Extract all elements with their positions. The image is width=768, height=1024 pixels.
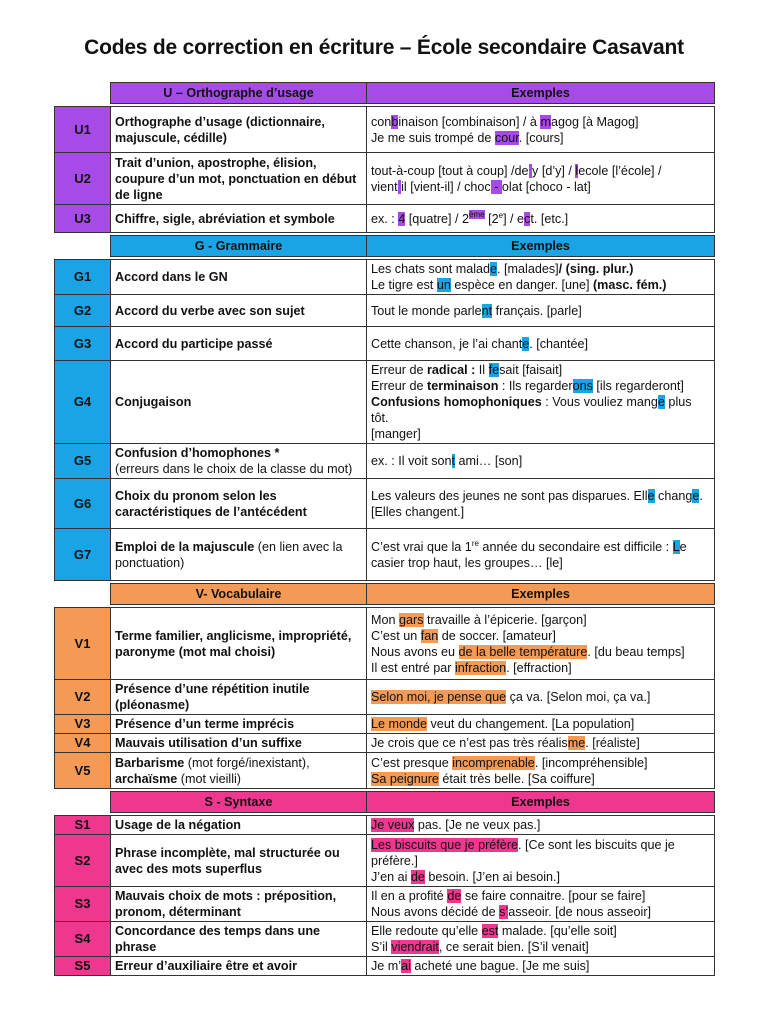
example-line: [371, 378, 711, 394]
error-highlight: fe: [488, 363, 500, 377]
code-row-g3: [55, 327, 715, 361]
example-text: : Ils regarder: [498, 379, 573, 393]
example-text: . [réaliste]: [585, 736, 640, 750]
description-text: Conjugaison: [115, 395, 192, 409]
code-cell: G5: [55, 444, 111, 479]
example-text: ami… [son]: [455, 454, 523, 468]
example-text: était très belle. [Sa coiffure]: [438, 771, 595, 786]
example-text: Nous avons décidé de: [371, 905, 500, 919]
examples-header: Exemples: [367, 236, 715, 257]
example-text: C’est un: [371, 628, 421, 643]
example-text: C’est presque: [371, 755, 453, 770]
example-text: Confusions homophoniques: [371, 395, 542, 409]
example-text: [manger]: [371, 427, 421, 441]
examples-cell: [367, 529, 715, 581]
example-line: [371, 660, 711, 676]
example-line: [371, 853, 711, 869]
example-line: [371, 904, 711, 920]
section-header-s: [55, 792, 715, 813]
error-highlight: un: [436, 278, 451, 292]
example-line: [371, 923, 711, 939]
description-text: Chiffre, sigle, abréviation et symbole: [115, 211, 335, 226]
code-row-g1: [55, 260, 715, 295]
description-cell: [111, 835, 367, 887]
error-highlight: ème: [469, 210, 485, 220]
description-text: (erreurs dans le choix de la classe du mot): [115, 462, 353, 476]
example-text: [quatre] / 2: [405, 211, 470, 226]
code-row-g4: [55, 361, 715, 444]
error-highlight: s’: [499, 905, 509, 919]
error-highlight: e: [490, 262, 498, 276]
error-highlight: gars: [399, 612, 424, 627]
code-cell: G6: [55, 479, 111, 529]
example-text: ça va. [Selon moi, ça va.]: [506, 690, 651, 704]
examples-cell: [367, 295, 715, 327]
example-text: Nous avons eu: [371, 644, 459, 659]
code-cell: V3: [55, 715, 111, 734]
description-text: Concordance des temps dans une phrase: [115, 924, 321, 954]
description-cell: [111, 529, 367, 581]
examples-cell: [367, 361, 715, 444]
examples-cell: [367, 260, 715, 295]
example-text: agog [à Magog]: [550, 114, 639, 129]
example-line: [371, 211, 711, 227]
error-highlight: t: [451, 454, 455, 468]
example-text: chang: [654, 488, 693, 503]
example-text: Je crois que ce n’est pas très réalis: [371, 736, 568, 750]
code-row-v1: [55, 608, 715, 680]
error-highlight: ai: [401, 959, 411, 973]
error-highlight: Les biscuits que je préfère: [371, 837, 519, 852]
examples-cell: [367, 153, 715, 205]
description-cell: [111, 734, 367, 753]
error-highlight: 4: [398, 211, 406, 226]
example-text: Je m’: [371, 959, 402, 973]
code-row-v2: [55, 680, 715, 715]
code-row-u3: [55, 205, 715, 233]
example-line: [371, 130, 711, 146]
example-text: malade. [qu’elle soit]: [498, 924, 617, 938]
error-highlight: Je veux: [371, 818, 415, 832]
examples-cell: [367, 715, 715, 734]
section-header-blank: [55, 792, 111, 813]
description-cell: [111, 295, 367, 327]
code-cell: V1: [55, 608, 111, 680]
code-cell: S2: [55, 835, 111, 887]
example-line: [371, 755, 711, 771]
error-highlight: c: [524, 211, 531, 226]
example-text: ex. : Il voit son: [371, 454, 452, 468]
example-text: Cette chanson, je l’ai chant: [371, 336, 523, 351]
code-row-s4: [55, 922, 715, 957]
error-highlight: est: [481, 924, 499, 938]
example-line: [371, 163, 711, 179]
description-text: Présence d’une répétition inutile (pléonasme): [115, 682, 310, 712]
error-highlight: e: [692, 488, 700, 503]
description-text: (en lien avec la ponctuation): [115, 539, 343, 570]
code-row-u2: [55, 153, 715, 205]
example-text: [Elles changent.]: [371, 504, 465, 519]
error-highlight: m: [540, 114, 551, 129]
example-text: il [vient-il] / choc: [401, 179, 491, 194]
example-text: e: [498, 210, 504, 220]
example-text: .: [699, 488, 703, 503]
code-cell: G4: [55, 361, 111, 444]
examples-cell: [367, 753, 715, 789]
example-text: plus tôt.: [371, 395, 692, 425]
error-highlight: e: [522, 336, 530, 351]
examples-cell: [367, 734, 715, 753]
example-line: [371, 628, 711, 644]
example-line: [371, 336, 711, 352]
examples-cell: [367, 816, 715, 835]
examples-header: Exemples: [367, 792, 715, 813]
example-line: [371, 837, 711, 853]
error-highlight: nt: [481, 303, 493, 318]
description-text: Accord dans le GN: [115, 270, 228, 284]
example-text: ecole [l’école] /: [578, 163, 662, 178]
code-cell: V5: [55, 753, 111, 789]
description-text: Usage de la négation: [115, 818, 241, 832]
section-title: G - Grammaire: [111, 236, 367, 257]
error-highlight: infraction: [455, 660, 507, 675]
description-cell: [111, 153, 367, 205]
examples-cell: [367, 107, 715, 153]
example-text: inaison [combinaison] / à: [398, 114, 541, 129]
examples-cell: [367, 922, 715, 957]
description-cell: [111, 715, 367, 734]
example-text: Il est entré par: [371, 660, 455, 675]
description-text: Confusion d’homophones *: [115, 446, 280, 460]
example-text: con: [371, 114, 392, 129]
error-highlight: me: [567, 736, 586, 750]
description-cell: [111, 816, 367, 835]
example-text: de soccer. [amateur]: [438, 628, 556, 643]
example-text: acheté une bague. [Je me suis]: [410, 959, 590, 973]
example-text: pas. [Je ne veux pas.]: [414, 818, 541, 832]
code-cell: S1: [55, 816, 111, 835]
example-text: t. [etc.]: [530, 211, 569, 226]
code-cell: G2: [55, 295, 111, 327]
example-text: [2: [484, 211, 499, 226]
code-row-g2: [55, 295, 715, 327]
code-cell: G7: [55, 529, 111, 581]
code-row-g5: [55, 444, 715, 479]
example-text: vient: [371, 179, 398, 194]
description-text: Phrase incomplète, mal structurée ou avec des mots superflus: [115, 845, 340, 876]
examples-cell: [367, 444, 715, 479]
section-header-blank: [55, 584, 111, 605]
example-text: (masc. fém.): [592, 278, 667, 292]
description-cell: [111, 680, 367, 715]
description-cell: [111, 260, 367, 295]
example-line: [371, 958, 711, 974]
description-cell: [111, 887, 367, 922]
example-text: Erreur de: [371, 379, 427, 393]
example-text: terminaison: [427, 379, 499, 393]
example-text: [ils regarderont]: [592, 379, 684, 393]
example-line: [371, 644, 711, 660]
description-cell: [111, 107, 367, 153]
code-cell: U2: [55, 153, 111, 205]
correction-codes-table: [54, 82, 715, 976]
page-title: Codes de correction en écriture – École secondaire Casavant: [84, 36, 684, 59]
example-line: [371, 394, 711, 426]
examples-cell: [367, 608, 715, 680]
description-cell: [111, 361, 367, 444]
error-highlight: Le monde: [371, 717, 428, 731]
section-header-blank: [55, 236, 111, 257]
example-text: . [cours]: [518, 130, 564, 145]
example-line: [371, 114, 711, 130]
example-text: espèce en danger. [une]: [450, 278, 593, 292]
example-text: ] / e: [503, 211, 525, 226]
example-line: [371, 771, 711, 787]
code-cell: G3: [55, 327, 111, 361]
example-line: [371, 539, 711, 555]
section-header-blank: [55, 83, 111, 104]
error-highlight: cour: [494, 130, 519, 145]
example-text: casier trop haut, les groupes… [le]: [371, 555, 563, 570]
description-text: Barbarisme: [115, 755, 185, 770]
error-highlight: l: [575, 163, 579, 178]
description-text: Mauvais choix de mots : préposition, pronom, déterminant: [115, 889, 337, 919]
example-line: [371, 362, 711, 378]
error-highlight: de: [447, 889, 462, 903]
example-text: Les valeurs des jeunes ne sont pas disparues. Ell: [371, 488, 648, 503]
description-cell: [111, 957, 367, 976]
error-highlight: Selon moi, je pense que: [371, 690, 507, 704]
error-highlight: e: [657, 395, 665, 409]
example-line: [371, 453, 711, 469]
example-text: Il en a profité: [371, 889, 448, 903]
description-text: Trait d’union, apostrophe, élision, coupure d’un mot, ponctuation en début de ligne: [115, 155, 357, 202]
example-text: , ce serait bien. [S’il venait]: [438, 940, 589, 954]
code-row-g7: [55, 529, 715, 581]
examples-cell: [367, 327, 715, 361]
example-text: tout-à-coup [tout à coup] /de: [371, 163, 529, 178]
example-text: ex. :: [371, 211, 399, 226]
example-text: . [effraction]: [506, 660, 572, 675]
description-text: Choix du pronom selon les caractéristiques de l’antécédent: [115, 488, 307, 519]
examples-cell: [367, 680, 715, 715]
section-title: S - Syntaxe: [111, 792, 367, 813]
description-cell: [111, 205, 367, 233]
example-text: Je me suis trompé de: [371, 130, 495, 145]
example-text: . [du beau temps]: [587, 644, 685, 659]
description-cell: [111, 327, 367, 361]
example-text: année du secondaire est difficile :: [478, 539, 673, 554]
example-line: [371, 735, 711, 751]
example-text: Les chats sont malad: [371, 262, 491, 276]
example-text: travaille à l’épicerie. [garçon]: [423, 612, 587, 627]
example-line: [371, 939, 711, 955]
example-line: [371, 303, 711, 319]
error-highlight: ons: [572, 379, 593, 393]
section-header-v: [55, 584, 715, 605]
error-highlight: viendrait: [391, 940, 439, 954]
example-line: [371, 488, 711, 504]
code-row-g6: [55, 479, 715, 529]
example-text: re: [471, 538, 479, 548]
example-line: [371, 869, 711, 885]
code-cell: U3: [55, 205, 111, 233]
error-highlight: -: [490, 179, 502, 194]
example-text: . [Ce sont les biscuits que je: [518, 837, 675, 852]
example-text: J’en ai: [371, 869, 411, 884]
description-text: Erreur d’auxiliaire être et avoir: [115, 959, 297, 973]
example-text: S’il: [371, 940, 392, 954]
example-line: [371, 555, 711, 571]
section-title: U – Orthographe d’usage: [111, 83, 367, 104]
examples-cell: [367, 957, 715, 976]
example-text: français. [parle]: [492, 303, 582, 318]
description-text: Accord du participe passé: [115, 336, 273, 351]
example-line: [371, 888, 711, 904]
error-highlight: fan: [420, 628, 439, 643]
code-cell: S5: [55, 957, 111, 976]
example-text: / (sing. plur.): [558, 262, 634, 276]
example-line: [371, 612, 711, 628]
code-row-s5: [55, 957, 715, 976]
example-text: se faire connaitre. [pour se faire]: [461, 889, 646, 903]
example-text: Tout le monde parle: [371, 303, 482, 318]
code-cell: S4: [55, 922, 111, 957]
code-cell: V4: [55, 734, 111, 753]
examples-header: Exemples: [367, 83, 715, 104]
code-row-v5: [55, 753, 715, 789]
description-cell: [111, 922, 367, 957]
example-line: [371, 716, 711, 732]
example-text: . [malades]: [497, 262, 559, 276]
description-text: Terme familier, anglicisme, impropriété, paronyme (mot mal choisi): [115, 628, 352, 659]
error-highlight: L: [672, 539, 680, 554]
section-header-g: [55, 236, 715, 257]
code-row-s3: [55, 887, 715, 922]
description-text: Orthographe d’usage (dictionnaire, majuscule, cédille): [115, 114, 325, 145]
code-cell: G1: [55, 260, 111, 295]
error-highlight: incomprenable: [452, 755, 535, 770]
error-highlight: Sa peignure: [371, 771, 439, 786]
code-row-u1: [55, 107, 715, 153]
example-text: olat [choco - lat]: [501, 179, 591, 194]
description-text: (mot forgé/inexistant),: [184, 755, 310, 770]
example-text: asseoir. [de nous asseoir]: [508, 905, 652, 919]
example-text: préfère.]: [371, 853, 418, 868]
example-text: Erreur de: [371, 363, 427, 377]
description-text: (mot vieilli): [177, 771, 241, 786]
code-row-s1: [55, 816, 715, 835]
examples-header: Exemples: [367, 584, 715, 605]
example-text: besoin. [J’en ai besoin.]: [424, 869, 561, 884]
example-line: [371, 277, 711, 293]
example-text: Le tigre est: [371, 278, 437, 292]
example-line: [371, 817, 711, 833]
section-title: V- Vocabulaire: [111, 584, 367, 605]
example-text: sait [faisait]: [499, 363, 563, 377]
example-text: y [d’y] /: [532, 163, 576, 178]
example-text: . [chantée]: [529, 336, 589, 351]
description-text: Mauvais utilisation d’un suffixe: [115, 736, 302, 750]
error-highlight: de la belle température: [458, 644, 588, 659]
example-text: e: [679, 539, 687, 554]
example-text: Elle redoute qu’elle: [371, 924, 482, 938]
example-text: Il: [478, 363, 489, 377]
examples-cell: [367, 887, 715, 922]
description-cell: [111, 479, 367, 529]
description-cell: [111, 753, 367, 789]
example-line: [371, 689, 711, 705]
description-text: Emploi de la majuscule: [115, 539, 255, 554]
description-cell: [111, 444, 367, 479]
error-highlight: e: [647, 488, 655, 503]
description-cell: [111, 608, 367, 680]
example-line: [371, 179, 711, 195]
example-text: C’est vrai que la 1: [371, 539, 472, 554]
code-cell: U1: [55, 107, 111, 153]
example-text: radical :: [427, 363, 479, 377]
example-line: [371, 261, 711, 277]
code-row-s2: [55, 835, 715, 887]
example-line: [371, 426, 711, 442]
code-cell: V2: [55, 680, 111, 715]
code-row-v4: [55, 734, 715, 753]
example-text: . [incompréhensible]: [534, 755, 648, 770]
error-highlight: b: [391, 114, 399, 129]
example-text: Mon: [371, 612, 399, 627]
examples-cell: [367, 479, 715, 529]
code-cell: S3: [55, 887, 111, 922]
section-header-u: [55, 83, 715, 104]
example-text: : Vous vouliez mang: [541, 395, 658, 409]
code-row-v3: [55, 715, 715, 734]
error-highlight: de: [410, 869, 425, 884]
description-text: archaïsme: [115, 771, 178, 786]
examples-cell: [367, 205, 715, 233]
description-text: Présence d’un terme imprécis: [115, 717, 295, 731]
description-text: Accord du verbe avec son sujet: [115, 303, 305, 318]
example-line: [371, 504, 711, 520]
example-text: veut du changement. [La population]: [427, 717, 635, 731]
examples-cell: [367, 835, 715, 887]
